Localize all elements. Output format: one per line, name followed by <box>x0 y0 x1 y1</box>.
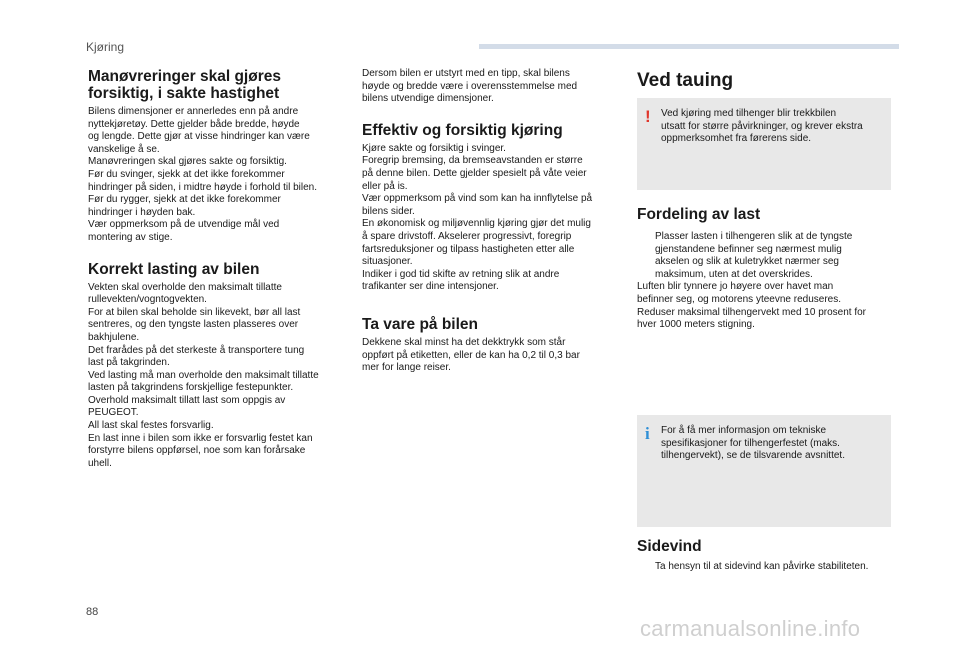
info-box <box>637 415 891 527</box>
bullet-sidevind-text: Ta hensyn til at sidevind kan påvirke stabiliteten. <box>655 561 869 572</box>
section-header: Kjøring <box>86 40 125 54</box>
column-middle <box>362 68 620 375</box>
paragraph-manovreringer: Bilens dimensjoner er annerledes enn på andre nyttekjøretøy. Dette gjelder både bredde, høyde og lengde. Dette gjør at visse hindringer kan være vanskelige å se. Manøvreringen skal gjøres sakte og forsiktig. Før du svinger, sjekk at det ikke forekommer hindringer på siden, i midtre høyde i forhold til bilen. Før du rygger, sjekk at det ikke forekommer hindringer i høyden bak. Vær oppmerksom på de utvendige mål ved montering av stige. <box>88 106 318 243</box>
bullet-fordeling <box>637 231 895 281</box>
paragraph-ta-vare: Dekkene skal minst ha det dekktrykk som står oppført på etiketten, eller de kan ha 0,2 til 0,3 bar mer for lange reiser. <box>362 336 580 374</box>
header-bar <box>479 44 899 49</box>
paragraph-fordeling: Luften blir tynnere jo høyere over havet man befinner seg, og motorens yteevne reduseres. Reduser maksimal tilhengervekt med 10 prosent for hver 1000 meters stigning. <box>637 281 866 331</box>
bullet-sidevind <box>637 561 895 574</box>
warning-icon: ! <box>645 107 651 126</box>
info-text: For å få mer informasjon om tekniske spesifikasjoner for tilhengerfestet (maks. tilhengervekt), se de tilsvarende avsnittet. <box>661 425 845 462</box>
heading-ved-tauing: Ved tauing <box>637 70 734 91</box>
heading-fordeling: Fordeling av last <box>637 206 761 223</box>
paragraph-tipp: Dersom bilen er utstyrt med en tipp, skal bilens høyde og bredde være i overensstemmelse med bilens utvendige dimensjoner. <box>362 68 578 105</box>
column-left <box>88 68 346 470</box>
info-icon: i <box>645 424 650 443</box>
page-number: 88 <box>86 606 99 618</box>
heading-ta-vare: Ta vare på bilen <box>362 315 479 333</box>
paragraph-korrekt-lasting: Vekten skal overholde den maksimalt tillatte rullevekten/vogntogvekten. For at bilen skal beholde sin likevekt, bør all last sentreres, og den tyngste lasten plasseres over bakhjulene. Det frarådes på det sterkeste å transportere tung last på takgrinden. Ved lasting må man overholde den maksimalt tillatte lasten på takgrindens forskjellige festepunkter. Overhold maksimalt tillatt last som oppgis av PEUGEOT. All last skal festes forsvarlig. En last inne i bilen som ikke er forsvarlig festet kan forstyrre bilens oppførsel, noe som kan forårsake uhell. <box>88 281 319 469</box>
warning-text: Ved kjøring med tilhenger blir trekkbilen utsatt for større påvirkninger, og krever ekstra oppmerksomhet fra førerens side. <box>661 108 863 145</box>
heading-korrekt-lasting: Korrekt lasting av bilen <box>88 260 260 278</box>
warning-box <box>637 98 891 190</box>
heading-effektiv-kjoring: Effektiv og forsiktig kjøring <box>362 121 563 139</box>
bullet-fordeling-text: Plasser lasten i tilhengeren slik at de tyngste gjenstandene befinner seg nærmest mulig akselen og slik at kuletrykket nærmer seg maksimum, uten at det overskrides. <box>655 231 853 280</box>
watermark: carmanualsonline.info <box>640 616 861 641</box>
paragraph-effektiv-kjoring: Kjøre sakte og forsiktig i svinger. Foregrip bremsing, da bremseavstanden er større på denne bilen. Dette gjelder spesielt på våte veier eller på is. Vær oppmerksom på vind som kan ha innflytelse på bilens sider. En økonomisk og miljøvennlig kjøring gjør det mulig å spare drivstoff. Akselerer progressivt, foregrip fartsreduksjoner og tilpass hastigheten etter alle situasjoner. Indiker i god tid skifte av retning slik at andre trafikanter ser dine intensjoner. <box>362 142 593 293</box>
heading-sidevind: Sidevind <box>637 538 702 555</box>
heading-manovreringer: Manøvreringer skal gjøres forsiktig, i sakte hastighet <box>88 68 281 102</box>
section-sidevind <box>637 538 895 574</box>
section-fordeling <box>637 206 895 332</box>
